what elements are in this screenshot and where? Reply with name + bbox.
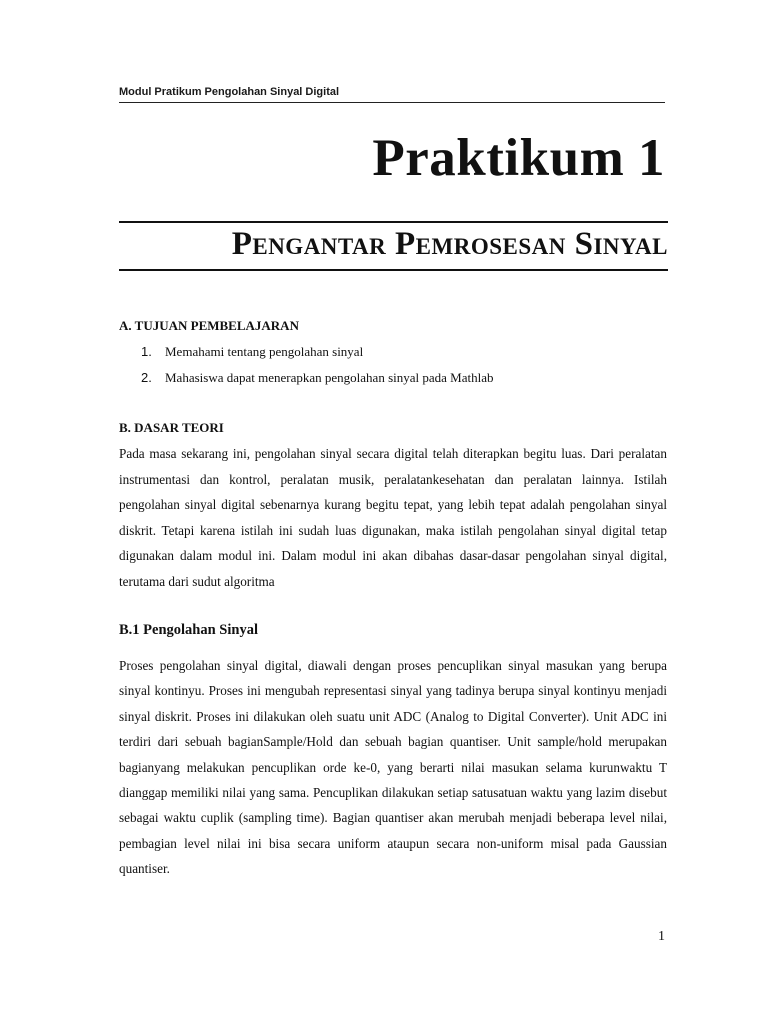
list-item [141, 370, 661, 396]
objectives-list [141, 344, 661, 396]
section-b1-heading: B.1 Pengolahan Sinyal [119, 622, 258, 638]
list-item-number: 2. [141, 370, 152, 385]
list-item-number: 1. [141, 344, 152, 359]
header-divider [119, 102, 665, 103]
running-header: Modul Pratikum Pengolahan Sinyal Digital [119, 86, 340, 98]
section-b1-paragraph: Proses pengolahan sinyal digital, diawali dengan proses pencuplikan sinyal masukan yang berupa sinyal kontinyu. Proses ini mengubah representasi sinyal yang tadinya berupa sinyal kontinyu menjadi sinyal diskrit. Proses ini dilakukan oleh suatu unit ADC (Analog to Digital Converter). Unit ADC ini terdiri dari sebuah bagianSample/Hold dan sebuah bagian quantiser. Unit sample/hold merupakan bagianyang melakukan pencuplikan orde ke-0, yang berarti nilai masukan selama kurunwaktu T dianggap memiliki nilai yang sama. Pencuplikan dilakukan setiap satusatuan waktu yang lazim disebut sebagai waktu cuplik (sampling time). Bagian quantiser akan merubah menjadi beberapa level nilai, pembagian level nilai ini bisa secara uniform ataupun secara non-uniform misal pada Gaussian quantiser. [119, 658, 667, 877]
chapter-subtitle: Pengantar Pemrosesan Sinyal [231, 226, 668, 262]
page-number: 1 [658, 929, 665, 944]
list-item [141, 344, 661, 370]
chapter-title: Praktikum 1 [372, 129, 665, 187]
list-item-text: Mahasiswa dapat menerapkan pengolahan sinyal pada Mathlab [165, 370, 494, 385]
section-a-heading: A. TUJUAN PEMBELAJARAN [119, 318, 299, 333]
section-b-paragraph: Pada masa sekarang ini, pengolahan sinyal secara digital telah diterapkan begitu luas. Dari peralatan instrumentasi dan kontrol, peralatan musik, peralatankesehatan dan peralatan lainnya. Istilah pengolahan sinyal digital sebenarnya kurang begitu tepat, yang lebih tepat adalah pengolahan sinyal diskrit. Tetapi karena istilah ini sudah luas digunakan, maka istilah pengolahan sinyal digital tetap digunakan dalam modul ini. Dalam modul ini akan dibahas dasar-dasar pengolahan sinyal digital, terutama dari sudut algoritma [119, 446, 667, 589]
list-item-text: Memahami tentang pengolahan sinyal [165, 344, 364, 359]
subtitle-bottom-rule [119, 269, 668, 271]
section-b-heading: B. DASAR TEORI [119, 420, 224, 435]
subtitle-top-rule [119, 221, 668, 223]
